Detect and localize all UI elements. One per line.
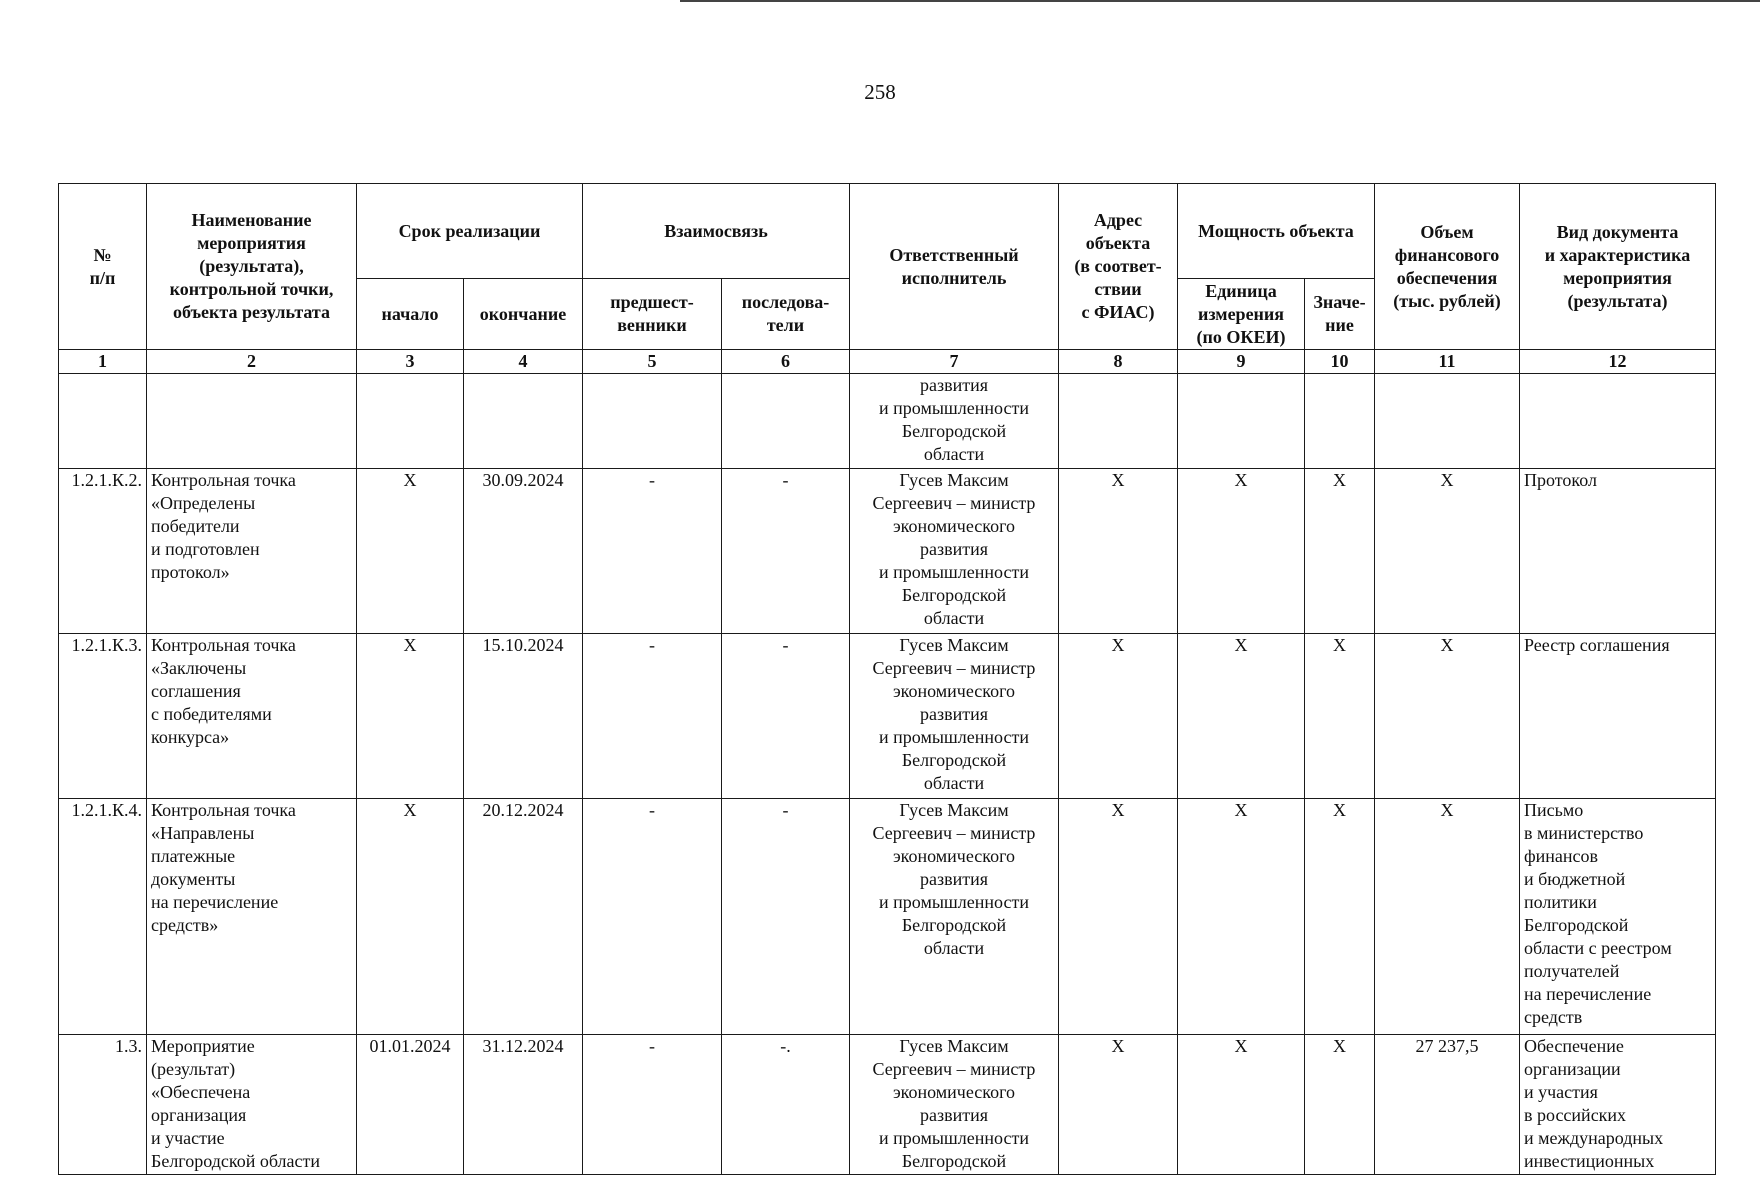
column-number: 2: [147, 350, 357, 374]
row-start: [357, 374, 464, 469]
header-address: Адрес объекта (в соответ- ствии с ФИАС): [1059, 184, 1178, 350]
table-row: [59, 469, 1716, 634]
row-responsible: Гусев Максим Сергеевич – министр экономического развития и промышленности Белгородской области: [850, 799, 1059, 1035]
row-finance: 27 237,5: [1375, 1035, 1520, 1175]
header-capacity: Мощность объекта: [1178, 184, 1375, 279]
row-value: [1305, 374, 1375, 469]
row-successors: [722, 374, 850, 469]
header-unit: Единица измерения (по ОКЕИ): [1178, 279, 1305, 350]
row-predecessors: -: [583, 1035, 722, 1175]
row-predecessors: -: [583, 634, 722, 799]
column-number-row: [59, 350, 1716, 374]
row-start: 01.01.2024: [357, 1035, 464, 1175]
row-successors: -.: [722, 1035, 850, 1175]
row-doc: Протокол: [1520, 469, 1716, 634]
row-finance: [1375, 374, 1520, 469]
header-predecessors: предшест- венники: [583, 279, 722, 350]
row-address: Х: [1059, 469, 1178, 634]
row-unit: Х: [1178, 634, 1305, 799]
row-address: [1059, 374, 1178, 469]
row-num: 1.2.1.К.2.: [59, 469, 147, 634]
header-relation: Взаимосвязь: [583, 184, 850, 279]
row-unit: [1178, 374, 1305, 469]
header-responsible: Ответственный исполнитель: [850, 184, 1059, 350]
column-number: 3: [357, 350, 464, 374]
row-num: [59, 374, 147, 469]
row-doc: Обеспечение организации и участия в российских и международных инвестиционных: [1520, 1035, 1716, 1175]
row-name: Контрольная точка «Заключены соглашения с победителями конкурса»: [147, 634, 357, 799]
row-responsible: Гусев Максим Сергеевич – министр экономического развития и промышленности Белгородской области: [850, 634, 1059, 799]
row-predecessors: -: [583, 799, 722, 1035]
column-number: 11: [1375, 350, 1520, 374]
row-name: Мероприятие (результат) «Обеспечена организация и участие Белгородской области: [147, 1035, 357, 1175]
row-end: 31.12.2024: [464, 1035, 583, 1175]
plan-table: [58, 183, 1716, 1175]
row-successors: -: [722, 634, 850, 799]
header-value: Значе- ние: [1305, 279, 1375, 350]
header-name: Наименование мероприятия (результата), контрольной точки, объекта результата: [147, 184, 357, 350]
header-start: начало: [357, 279, 464, 350]
row-value: Х: [1305, 634, 1375, 799]
row-end: 15.10.2024: [464, 634, 583, 799]
row-unit: Х: [1178, 1035, 1305, 1175]
row-successors: -: [722, 799, 850, 1035]
row-address: Х: [1059, 799, 1178, 1035]
row-unit: Х: [1178, 799, 1305, 1035]
row-finance: Х: [1375, 469, 1520, 634]
column-number: 1: [59, 350, 147, 374]
header-successors: последова- тели: [722, 279, 850, 350]
row-doc: Письмо в министерство финансов и бюджетной политики Белгородской области с реестром получателей на перечисление средств: [1520, 799, 1716, 1035]
row-name: [147, 374, 357, 469]
header-finance: Объем финансового обеспечения (тыс. рублей): [1375, 184, 1520, 350]
page-number: 258: [864, 80, 896, 104]
header-period: Срок реализации: [357, 184, 583, 279]
row-predecessors: [583, 374, 722, 469]
row-responsible: развития и промышленности Белгородской области: [850, 374, 1059, 469]
row-unit: Х: [1178, 469, 1305, 634]
row-end: 30.09.2024: [464, 469, 583, 634]
row-address: Х: [1059, 1035, 1178, 1175]
column-number: 4: [464, 350, 583, 374]
column-number: 5: [583, 350, 722, 374]
header-row-1: [59, 184, 1716, 279]
row-start: Х: [357, 799, 464, 1035]
row-num: 1.2.1.К.3.: [59, 634, 147, 799]
row-start: Х: [357, 469, 464, 634]
row-responsible: Гусев Максим Сергеевич – министр экономического развития и промышленности Белгородской области: [850, 469, 1059, 634]
table-row: [59, 799, 1716, 1035]
table-row: [59, 374, 1716, 469]
column-number: 10: [1305, 350, 1375, 374]
table-row: [59, 634, 1716, 799]
column-number: 6: [722, 350, 850, 374]
row-name: Контрольная точка «Определены победители и подготовлен протокол»: [147, 469, 357, 634]
header-end: окончание: [464, 279, 583, 350]
row-value: Х: [1305, 469, 1375, 634]
row-value: Х: [1305, 1035, 1375, 1175]
column-number: 12: [1520, 350, 1716, 374]
column-number: 9: [1178, 350, 1305, 374]
row-name: Контрольная точка «Направлены платежные документы на перечисление средств»: [147, 799, 357, 1035]
row-end: 20.12.2024: [464, 799, 583, 1035]
row-num: 1.3.: [59, 1035, 147, 1175]
header-doc-type: Вид документа и характеристика мероприятия (результата): [1520, 184, 1716, 350]
table-row: [59, 1035, 1716, 1175]
row-successors: -: [722, 469, 850, 634]
row-doc: Реестр соглашения: [1520, 634, 1716, 799]
row-finance: Х: [1375, 634, 1520, 799]
row-end: [464, 374, 583, 469]
row-address: Х: [1059, 634, 1178, 799]
scan-top-edge: [680, 0, 1760, 2]
row-responsible: Гусев Максим Сергеевич – министр экономического развития и промышленности Белгородской: [850, 1035, 1059, 1175]
row-finance: Х: [1375, 799, 1520, 1035]
row-doc: [1520, 374, 1716, 469]
column-number: 7: [850, 350, 1059, 374]
header-num: № п/п: [59, 184, 147, 350]
column-number: 8: [1059, 350, 1178, 374]
row-value: Х: [1305, 799, 1375, 1035]
row-start: Х: [357, 634, 464, 799]
row-num: 1.2.1.К.4.: [59, 799, 147, 1035]
row-predecessors: -: [583, 469, 722, 634]
